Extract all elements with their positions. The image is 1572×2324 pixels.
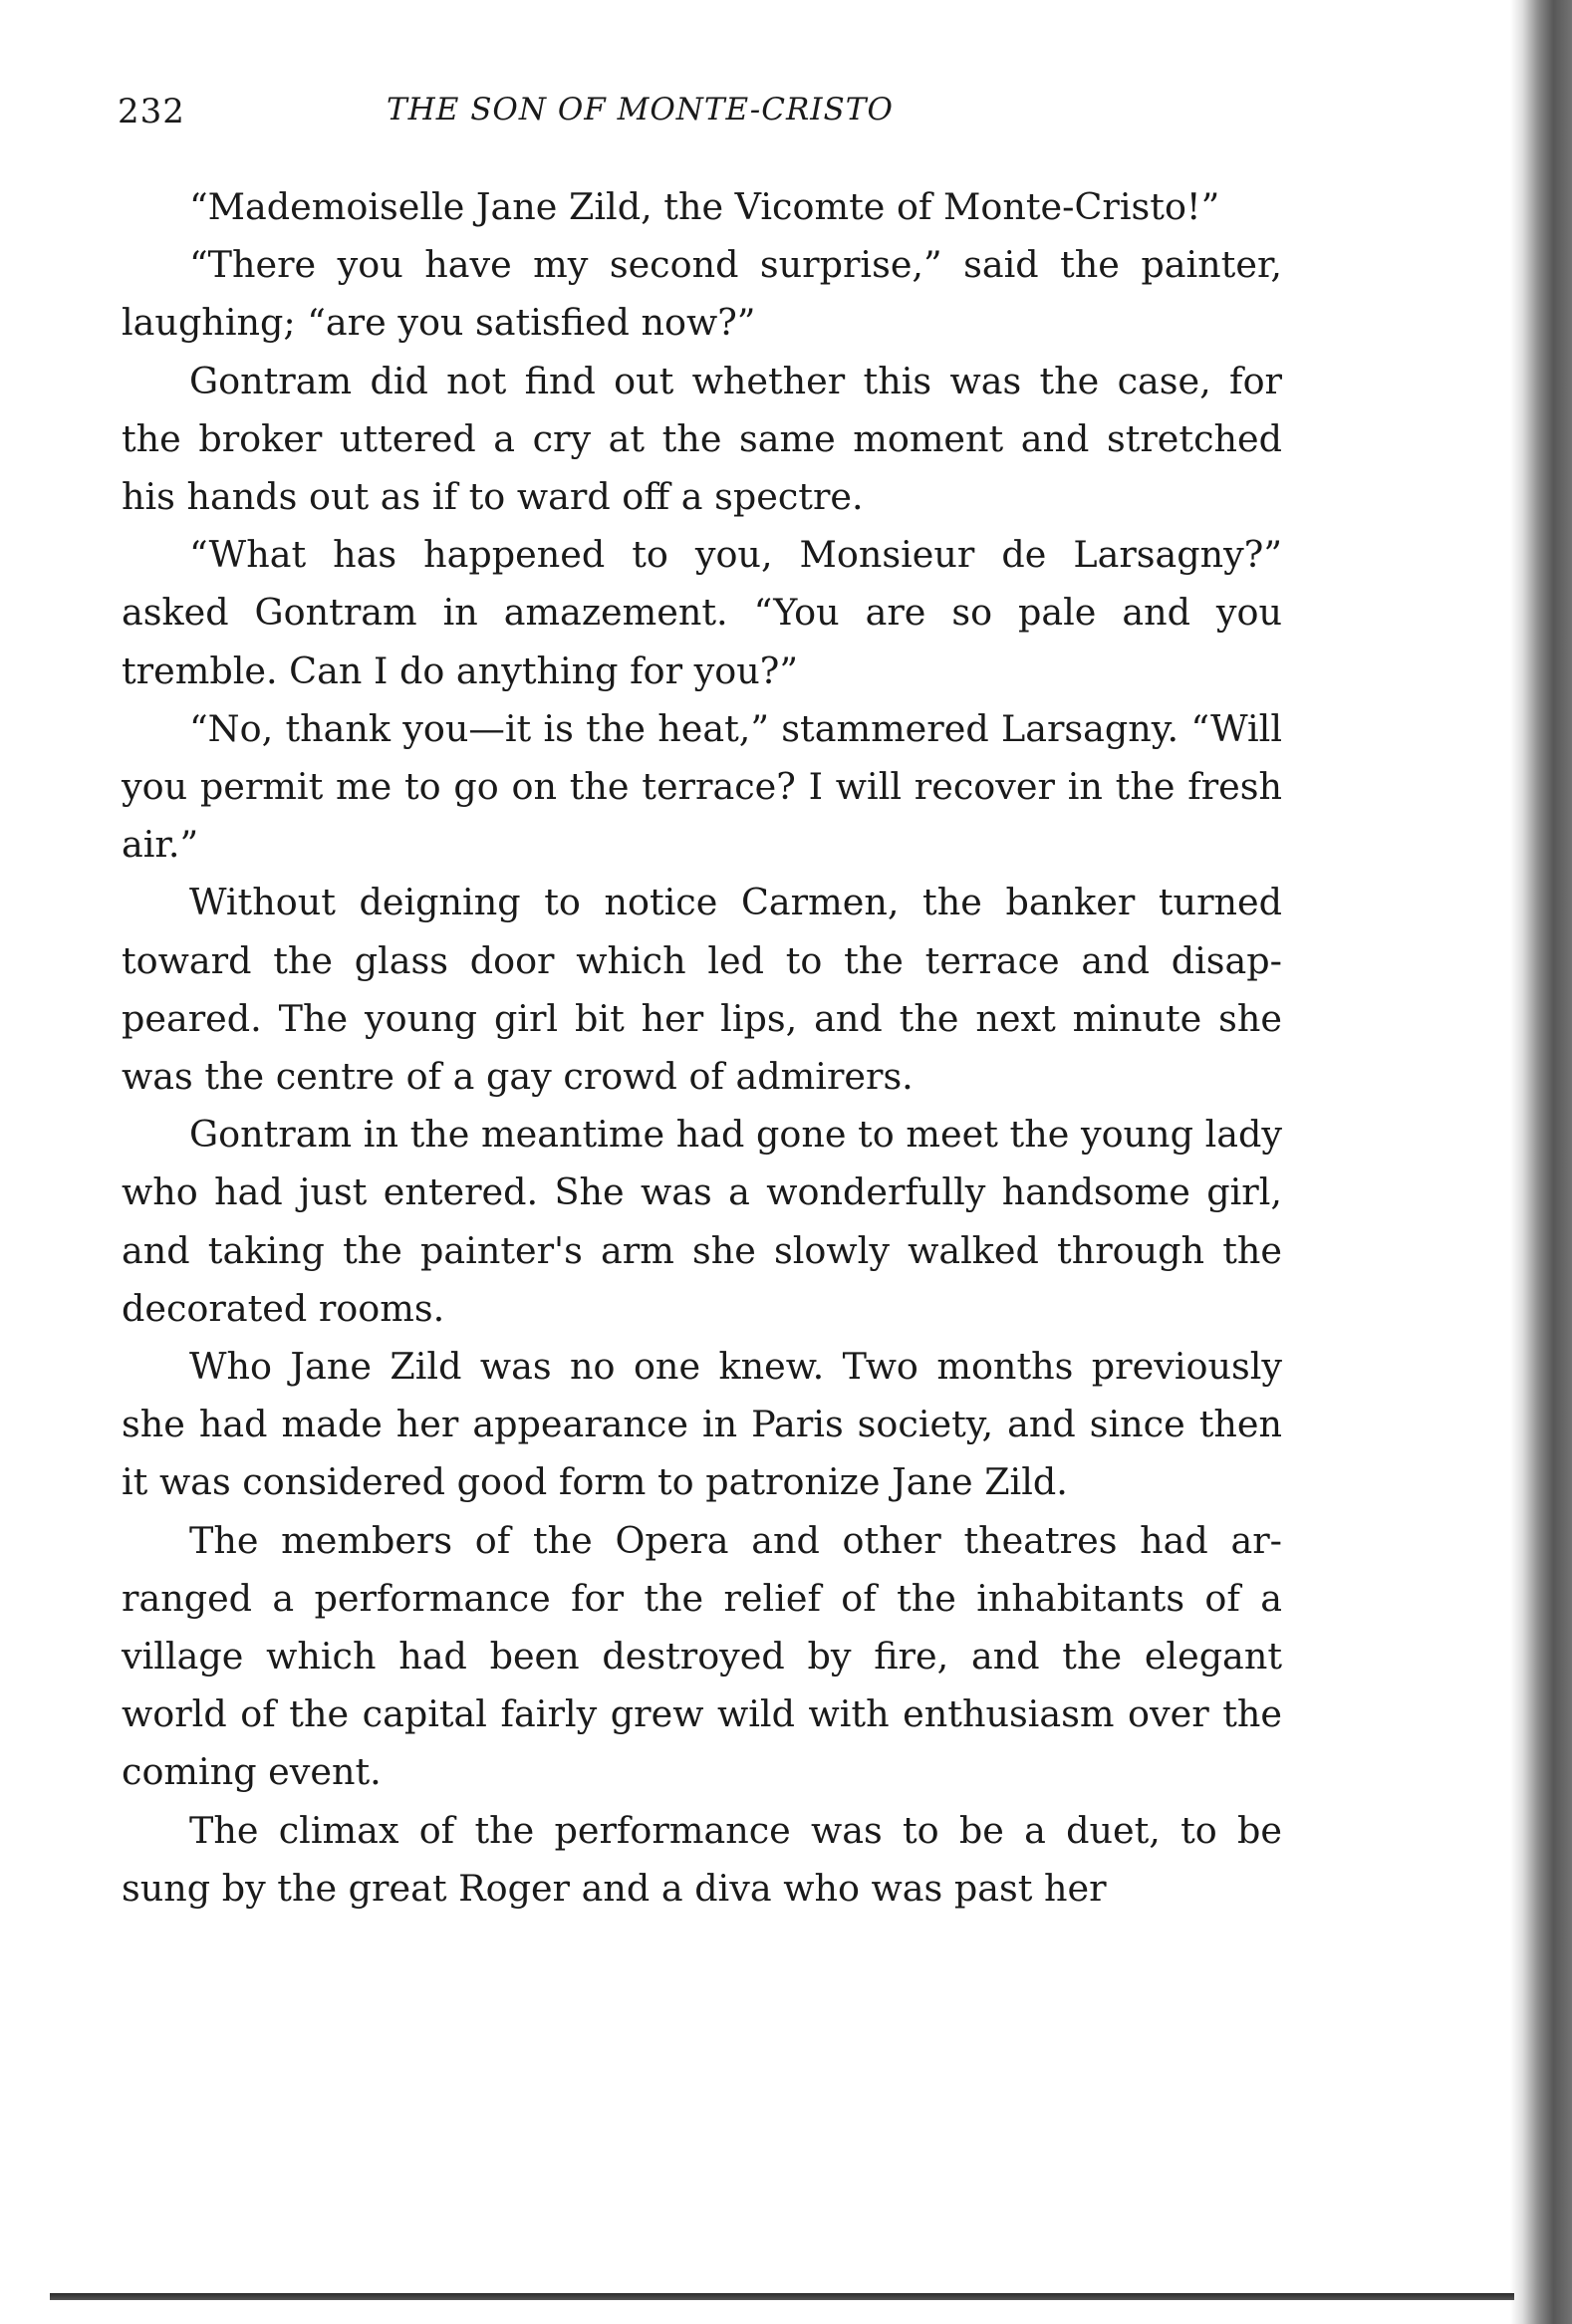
paragraph: “There you have my second surprise,” said the painter, laughing; “are you satisfied now?” bbox=[122, 243, 1282, 345]
scanned-page-edge bbox=[1510, 0, 1572, 2324]
paragraph: Gontram did not find out whether this was the case, for the broker uttered a cry at the same moment and stretched his hands out as if to ward off a spectre. bbox=[122, 359, 1282, 519]
paragraph: The climax of the performance was to be a duet, to be sung by the great Roger and a diva who was past her bbox=[122, 1808, 1282, 1910]
running-head bbox=[118, 92, 1283, 141]
bottom-rule bbox=[50, 2293, 1514, 2300]
paragraph: Gontram in the meantime had gone to meet the young lady who had just entered. She was a wonderfully handsome girl, and taking the painter's arm she slowly walked through the decorated rooms. bbox=[122, 1113, 1282, 1330]
paragraph: Without deigning to notice Carmen, the banker turned toward the glass door which led to the terrace and disappeared. The young girl bit her lips, and the next minute she was the centre of a gay crowd of admirers. bbox=[122, 881, 1282, 1099]
body-text bbox=[122, 178, 1282, 1918]
paragraph: “No, thank you—it is the heat,” stammered Larsagny. “Will you permit me to go on the terrace? I will recover in the fresh air.” bbox=[122, 706, 1282, 867]
paragraph: “Mademoiselle Jane Zild, the Vicomte of Monte-Cristo!” bbox=[189, 185, 1220, 228]
paragraph: The members of the Opera and other theatres had arranged a performance for the relief of the inhabitants of a village which had been destroyed by fire, and the elegant world of the capital fairly grew wild with enthusiasm over the coming event. bbox=[122, 1518, 1282, 1794]
paragraph: “What has happened to you, Monsieur de Larsagny?” asked Gontram in amazement. “You are so pale and you tremble. Can I do anything for you?” bbox=[122, 533, 1282, 692]
paragraph: Who Jane Zild was no one knew. Two months previously she had made her appearance in Paris society, and since then it was considered good form to patronize Jane Zild. bbox=[122, 1345, 1282, 1504]
running-title: THE SON OF MONTE-CRISTO bbox=[387, 92, 894, 128]
page-number: 232 bbox=[118, 92, 185, 131]
